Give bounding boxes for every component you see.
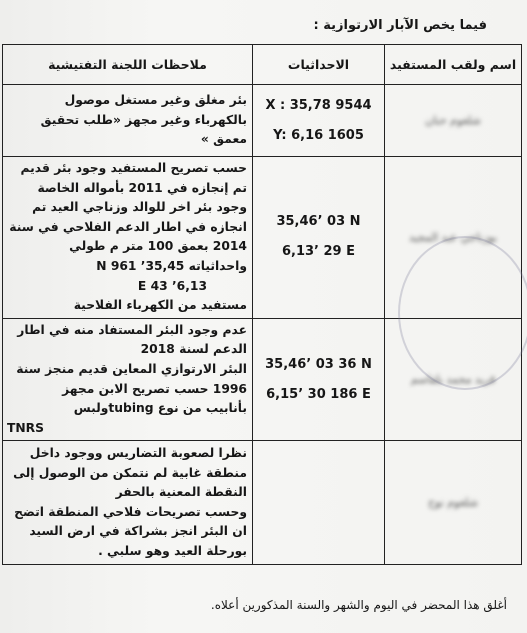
coordinate-y: Y: 6,16 1605	[273, 127, 364, 143]
header-observations: ملاحظات اللجنة التفتيشية	[3, 45, 253, 85]
observation-line: 2014 بعمق 100 متر م طولي	[69, 239, 247, 254]
beneficiary-name: شلغوم نوح	[428, 496, 478, 510]
observation-line: بالكهرباء وغير مجهز «طلب تحقيق	[40, 112, 247, 127]
observations-cell	[3, 318, 253, 441]
wells-table	[2, 44, 522, 565]
beneficiary-name: قريد محمد بلقاسم	[410, 373, 496, 387]
closing-statement: أغلق هذا المحضر في اليوم والشهر والسنة المذكورين أعلاه.	[210, 598, 507, 612]
header-beneficiary: اسم ولقب المستفيد	[385, 45, 522, 85]
observation-line: الدعم لسنة 2018	[140, 342, 247, 357]
observation-line: بورحلة العيد وهو سلبي .	[98, 544, 247, 558]
beneficiary-cell	[385, 85, 522, 157]
table-header-row	[3, 45, 522, 85]
observation-line: عدم وجود البئر المستفاد منه في اطار	[17, 322, 247, 337]
observation-line: وجود بئر اخر للوالد وزناجي العيد تم	[32, 200, 247, 215]
beneficiary-cell	[385, 157, 522, 319]
observation-line: بئر مغلق وغير مستغل موصول	[64, 93, 247, 108]
observation-line: معمق »	[200, 132, 247, 147]
observation-line: 1996 حسب تصريح الابن مجهز	[62, 381, 247, 396]
observations-cell	[3, 157, 253, 319]
coordinate-latitude: 35,46’ 03 N	[276, 214, 361, 230]
coordinates-cell	[253, 318, 385, 441]
observation-line: TNRS	[7, 420, 45, 435]
observation-line: منطقة غابية لم نتمكن من الوصول إلى	[13, 465, 247, 480]
observation-line: 6,13’ 43 E	[137, 278, 207, 293]
coordinate-longitude: 6,13’ 29 E	[281, 244, 356, 260]
beneficiary-cell	[385, 441, 522, 565]
coordinates-cell	[253, 157, 385, 319]
beneficiary-cell	[385, 318, 522, 441]
coordinate-longitude: 6,15’ 30 186 E	[266, 386, 371, 402]
header-coordinates: الاحداثيات	[253, 45, 385, 85]
table-row	[3, 157, 522, 319]
observation-line: ان البئر انجز بشراكة في ارض السيد	[29, 524, 247, 539]
table-row	[3, 85, 522, 157]
observation-line: بأنابيب من نوع tubingولبس	[73, 401, 247, 416]
observation-line: واحداثياته 35,45’ 961 N	[96, 258, 247, 273]
observation-line: تم إنجازه في 2011 بأمواله الخاصة	[37, 180, 247, 195]
section-heading: فيما يخص الآبار الارتوازية :	[313, 18, 487, 33]
coordinate-x: X : 35,78 9544	[265, 97, 372, 113]
table-row	[3, 441, 522, 565]
observation-line: مستفيد من الكهرباء الفلاحية	[73, 298, 247, 313]
observation-line: انجازه في اطار الدعم الفلاحي في سنة	[9, 219, 247, 234]
observation-line: حسب تصريح المستفيد وجود بئر قديم	[20, 161, 247, 175]
beneficiary-name: بوزناجي عبد المجيد	[408, 230, 498, 244]
observation-line: البئر الارتوازي المعاين قديم منجز سنة	[16, 361, 247, 376]
table-row	[3, 318, 522, 441]
observation-line: نظرا لصعوبة التضاريس ووجود داخل	[29, 446, 247, 461]
coordinates-cell	[253, 441, 385, 565]
observations-cell	[3, 85, 253, 157]
observations-cell	[3, 441, 253, 565]
coordinate-latitude: 35,46’ 03 36 N	[265, 356, 372, 372]
observation-line: النقطة المعنية بالحفر	[115, 485, 247, 500]
beneficiary-name: شلغوم حنان	[425, 114, 481, 127]
coordinates-cell	[253, 85, 385, 157]
observation-line: وحسب تصريحات فلاحي المنطقة اتضح	[14, 504, 247, 519]
